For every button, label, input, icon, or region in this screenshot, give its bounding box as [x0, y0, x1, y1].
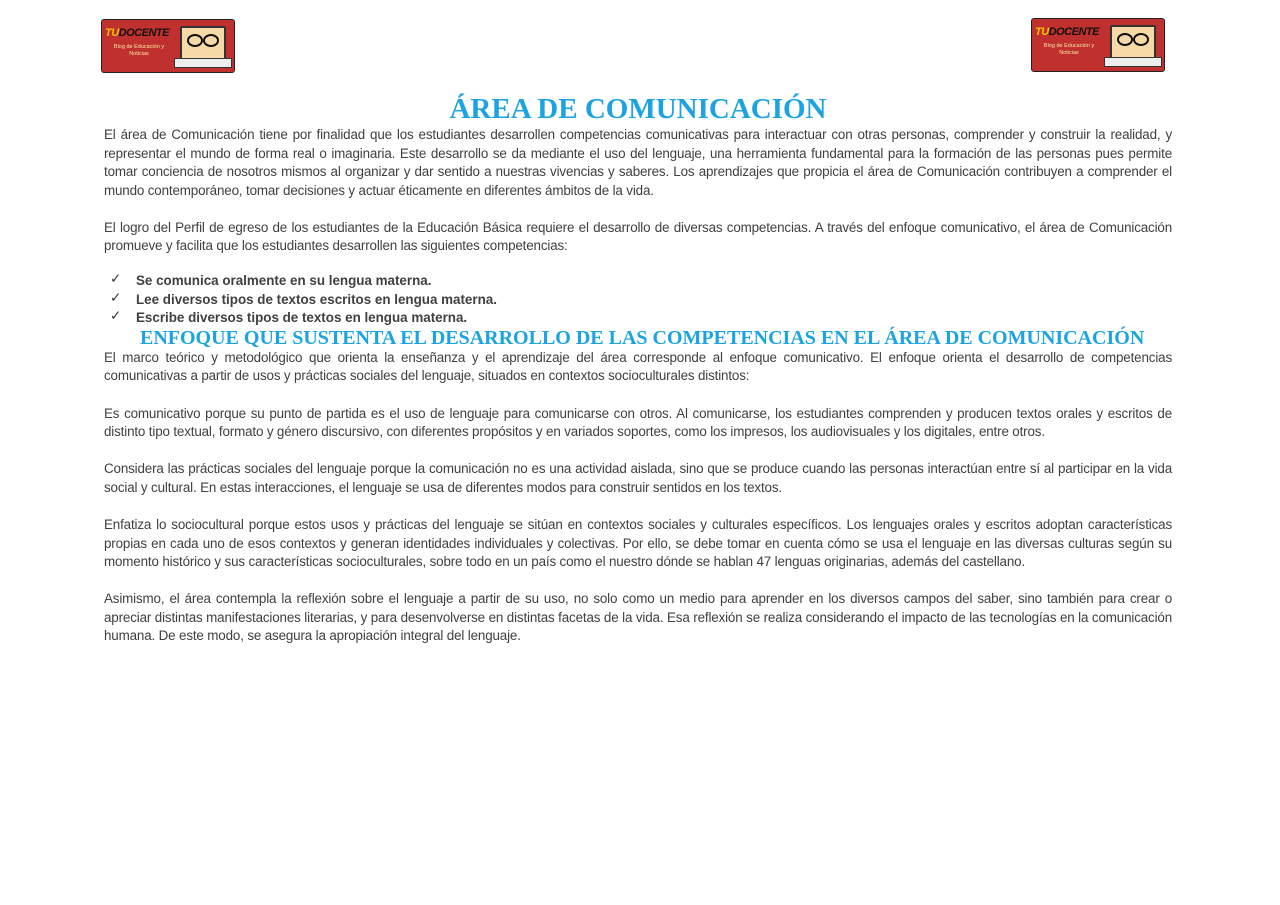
- document-body: [104, 92, 1172, 664]
- check-icon: ✓: [110, 271, 122, 287]
- intro-paragraph: El área de Comunicación tiene por finalidad que los estudiantes desarrollen competencias comunicativas para interactuar con otras personas, comprender y construir la realidad, y representar el mundo de forma real o imaginaria. Este desarrollo se da mediante el uso del lenguaje, una herramienta fundamental para la formación de las personas pues permite tomar conciencia de nosotros mismos al organizar y dar sentido a nuestras vivencias y saberes. Los aprendizajes que propicia el área de Comunicación contribuyen a comprender el mundo contemporáneo, tomar decisiones y actuar éticamente en diferentes ámbitos de la vida.: [104, 127, 1172, 198]
- list-item-text: Lee diversos tipos de textos escritos en lengua materna.: [136, 291, 497, 307]
- logo-brand-name: DOCENTE: [118, 27, 169, 39]
- section-paragraph: Considera las prácticas sociales del lenguaje porque la comunicación no es una actividad aislada, sino que se produce cuando las personas interactúan entre sí al participar en la vida social y cultural. En estas interacciones, el lenguaje se usa de diferentes modos para construir sentidos en los textos.: [104, 461, 1172, 495]
- section-heading: ENFOQUE QUE SUSTENTA EL DESARROLLO DE LAS COMPETENCIAS EN EL ÁREA DE COMUNICACIÓN: [140, 326, 1145, 349]
- logo-tagline: Blog de Educación y Noticias: [113, 44, 165, 57]
- list-item: [104, 291, 1172, 310]
- tu-docente-logo-right: [1031, 18, 1165, 72]
- list-item: [104, 272, 1172, 291]
- section-paragraph: Asimismo, el área contempla la reflexión sobre el lenguaje a partir de su uso, no solo como un medio para aprender en los diversos campos del saber, sino también para crear o apreciar distintas manifestaciones literarias, y para desenvolverse en distintas facetas de la vida. Esa reflexión se realiza considerando el impacto de las tecnologías en la comunicación humana. De este modo, se asegura la apropiación integral del lenguaje.: [104, 591, 1172, 644]
- logo-brand-prefix: TU: [1035, 26, 1049, 38]
- tu-docente-logo-left: [101, 19, 235, 73]
- laptop-mascot-icon: [1110, 25, 1156, 59]
- laptop-mascot-icon: [180, 26, 226, 60]
- logo-brand: [1035, 26, 1099, 38]
- logo-brand-name: DOCENTE: [1048, 26, 1099, 38]
- section-paragraph: El marco teórico y metodológico que orienta la enseñanza y el aprendizaje del área corresponde al enfoque comunicativo. El enfoque orienta el desarrollo de competencias comunicativas a partir de usos y prácticas sociales del lenguaje, situados en contextos socioculturales distintos:: [104, 349, 1172, 384]
- check-icon: ✓: [110, 289, 122, 305]
- page-title: ÁREA DE COMUNICACIÓN: [449, 93, 827, 125]
- list-item-text: Escribe diversos tipos de textos en lengua materna.: [136, 310, 468, 326]
- list-item-text: Se comunica oralmente en su lengua materna.: [136, 273, 432, 289]
- section-paragraph: Enfatiza lo sociocultural porque estos usos y prácticas del lenguaje se sitúan en contextos sociales y culturales específicos. Los lenguajes orales y escritos adoptan características propias en cada uno de esos contextos y generan identidades individuales y colectivas. Por ello, se debe tomar en cuenta cómo se usa el lenguaje en las diversas culturas según su momento histórico y sus características socioculturales, sobre todo en un país como el nuestro dónde se hablan 47 lenguas originarias, además del castellano.: [104, 516, 1172, 570]
- laptop-base-icon: [174, 58, 232, 68]
- laptop-base-icon: [1104, 57, 1162, 67]
- competencias-list: [104, 272, 1172, 328]
- check-icon: ✓: [110, 308, 122, 324]
- intro-paragraph: El logro del Perfil de egreso de los estudiantes de la Educación Básica requiere el desarrollo de diversas competencias. A través del enfoque comunicativo, el área de Comunicación promueve y facilita que los estudiantes desarrollen las siguientes competencias:: [104, 219, 1172, 254]
- section-paragraph: Es comunicativo porque su punto de partida es el uso de lenguaje para comunicarse con otros. Al comunicarse, los estudiantes comprenden y producen textos orales y escritos de distinto tipo textual, formato y género discursivo, con diferentes propósitos y en variados soportes, como los impresos, los audiovisuales y los digitales, entre otros.: [104, 405, 1172, 440]
- list-item: [104, 309, 1172, 328]
- logo-brand: [105, 27, 169, 39]
- logo-tagline: Blog de Educación y Noticias: [1043, 43, 1095, 56]
- logo-brand-prefix: TU: [105, 27, 119, 39]
